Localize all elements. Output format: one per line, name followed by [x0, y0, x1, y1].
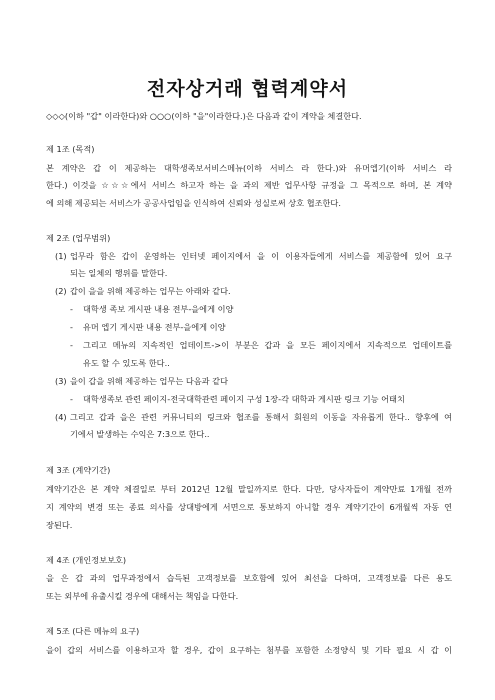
item-2-number: (2) — [55, 286, 67, 296]
item-2-sub-3-cont: 유도 할 수 있도록 한다.. — [83, 358, 170, 368]
article-3-heading: 제 3조 (계약기간) — [46, 465, 111, 475]
article-1-line-2: 한다.) 이것을 ☆☆☆에서 서비스 하고자 하는 을 과의 제반 업무사항 규정을 그 목적으로 하며, 본 계약 — [46, 180, 452, 190]
item-1-number: (1) — [55, 251, 67, 261]
dash-bullet: - — [70, 394, 73, 404]
item-4-line-2: 기에서 발생하는 수익은 7:3으로 한다.. — [70, 429, 210, 439]
article-4-heading: 제 4조 (개인정보보호) — [46, 555, 127, 565]
article-2-heading: 제 2조 (업무범위) — [46, 233, 111, 243]
article-1-line-3: 에 의해 제공되는 서비스가 공공사업임을 인식하여 신뢰와 성실로써 상호 협조한다. — [46, 198, 341, 208]
item-2-text: 갑이 을을 위해 제공하는 업무는 아래와 같다. — [70, 286, 231, 296]
article-3-line-3: 장된다. — [46, 520, 73, 530]
article-4-line-1: 을 은 갑 과의 업무과정에서 습득된 고객정보를 보호함에 있어 최선을 다하며, 고객정보를 다른 용도 — [46, 573, 452, 583]
item-3-sub-1: 대학생족보 관련 페이지-전국대학관련 페이지 구성 1장-각 대학과 게시판 링크 기능 어태치 — [83, 394, 405, 404]
document-title: 전자상거래 협력계약서 — [146, 78, 349, 100]
intro-text: ◇◇◇(이하 "갑" 이라한다)와 ○○○(이하 "을"이라한다.)은 다음과 같이 계약을 체결한다. — [46, 111, 362, 121]
item-1-line-2: 되는 일체의 행위를 말한다. — [70, 268, 168, 278]
article-5-line-1: 을이 갑의 서비스를 이용하고자 할 경우, 갑이 요구하는 첨부를 포함한 소정양식 및 기타 필요 시 갑 이 — [46, 645, 452, 655]
article-1-line-1: 본 계약은 갑 이 제공하는 대학생족보서비스메뉴(이하 서비스 라 한다.)와 유머엡기(이하 서비스 라 — [46, 163, 452, 173]
item-3-text: 을이 갑을 위해 제공하는 업무는 다음과 같다 — [70, 376, 228, 386]
article-1-heading: 제 1조 (목적) — [46, 144, 95, 154]
article-4-line-2: 또는 외부에 유출시킬 경우에 대해서는 책임을 다한다. — [46, 591, 239, 601]
dash-bullet: - — [70, 322, 73, 332]
article-5-heading: 제 5조 (다른 메뉴의 요구) — [46, 626, 140, 636]
dash-bullet: - — [70, 340, 73, 350]
item-3-number: (3) — [55, 376, 67, 386]
dash-bullet: - — [70, 304, 73, 314]
item-1-line-1: 업무라 함은 갑이 운영하는 인터넷 페이지에서 을 이 이용자들에게 서비스를 제공함에 있어 요구 — [70, 251, 452, 261]
article-3-line-1: 계약기간은 본 계약 체결일로 부터 2012년 12월 말일까지로 한다. 다만, 당사자들이 계약만료 1개월 전까 — [46, 484, 452, 494]
item-2-sub-3: 그리고 메뉴의 지속적인 업데이트->이 부분은 갑과 을 모든 페이지에서 지속적으로 업데이트를 — [83, 340, 452, 350]
item-4-line-1: 그리고 갑과 을은 관련 커뮤니티의 링크와 협조를 통해서 회원의 이동을 자유롭게 한다.. 향후에 여 — [70, 412, 452, 422]
item-2-sub-1: 대학생 족보 게시판 내용 전부-을에게 이양 — [83, 304, 234, 314]
item-2-sub-2: 유머 엡기 게시판 내용 전부-을에게 이양 — [83, 322, 226, 332]
item-4-number: (4) — [55, 412, 67, 422]
article-3-line-2: 지 계약의 변경 또는 종료 의사를 상대방에게 서면으로 통보하지 아니할 경우 계약기간이 6개월씩 자동 연 — [46, 502, 452, 512]
